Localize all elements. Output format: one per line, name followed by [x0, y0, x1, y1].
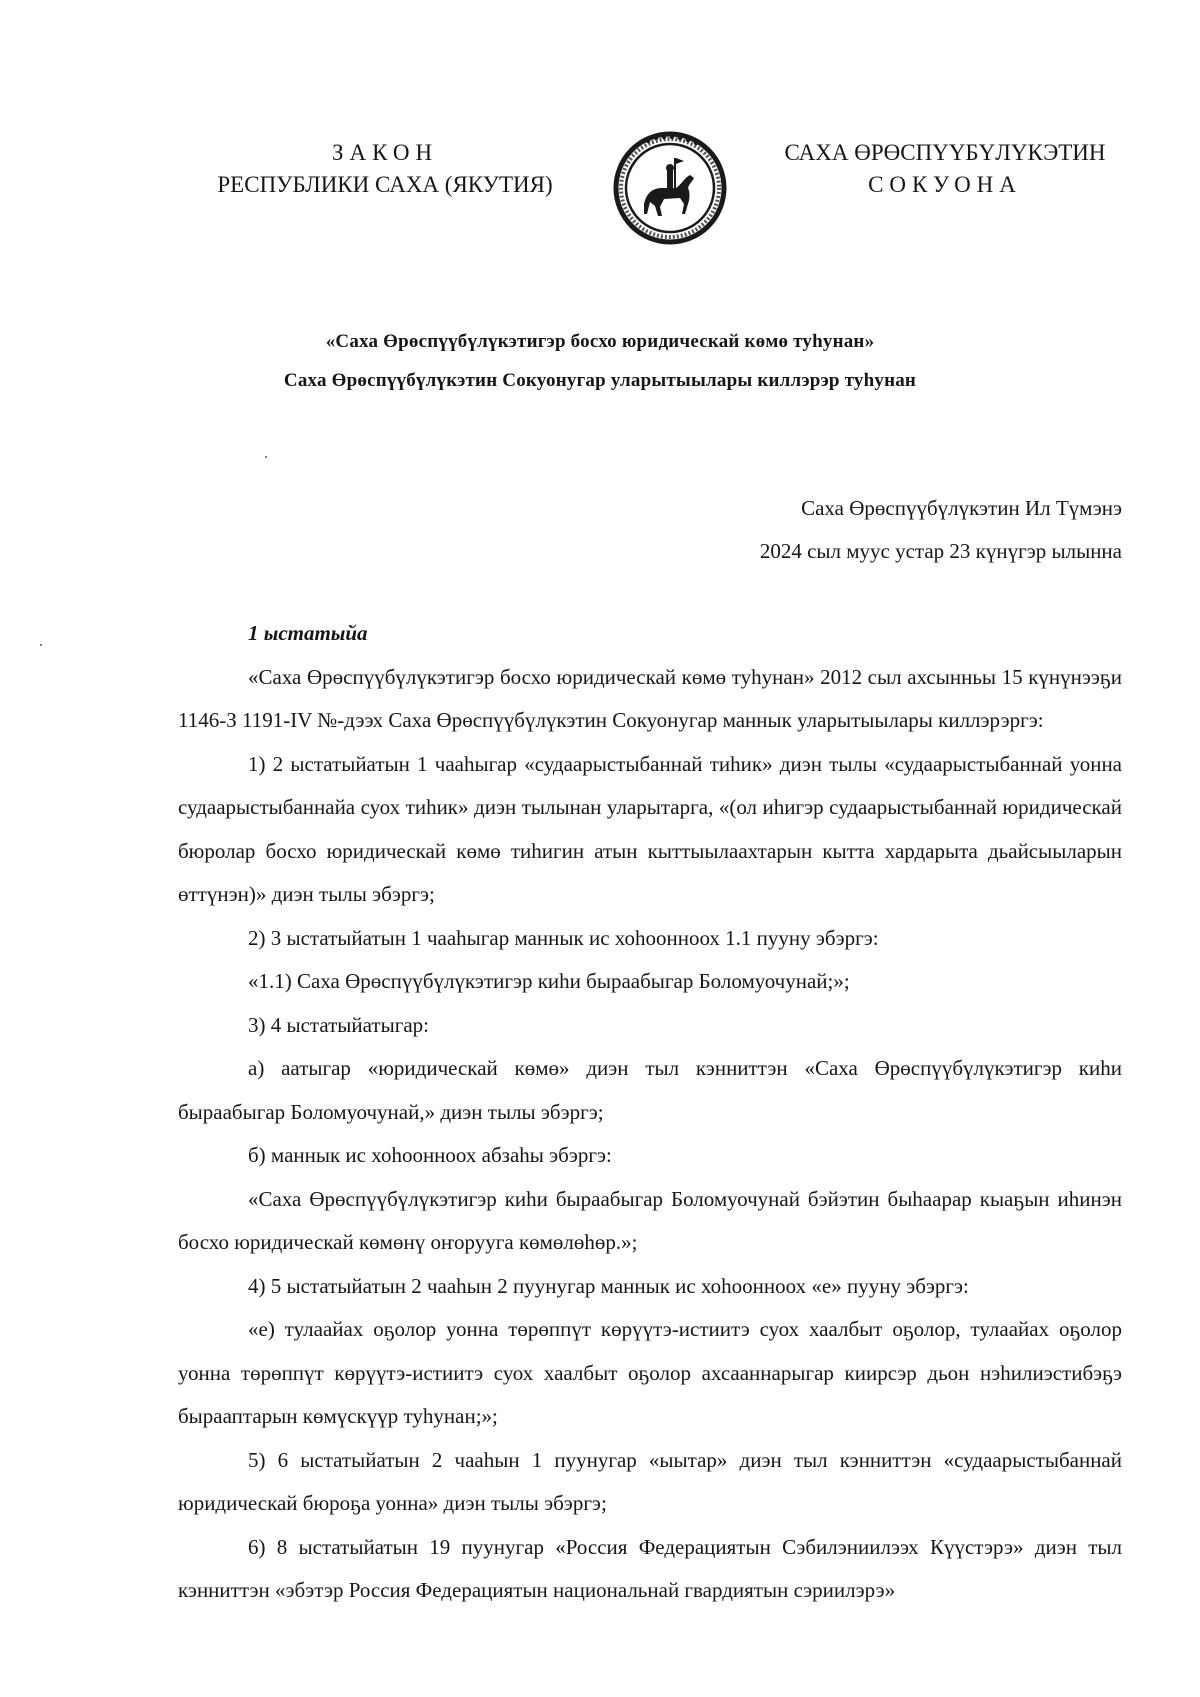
republic-name-sakha: САХА ӨРӨСПҮҮБҮЛҮКЭТИН	[784, 140, 1106, 165]
law-title	[120, 322, 1080, 400]
paragraph: «Саха Өрөспүүбүлүкэтигэр босхо юридическай көмө туһунан» 2012 сыл ахсынньы 15 күнүнээҕи 1146-З 1191-IV №-дээх Саха Өрөспүүбүлүкэтин Сокуонугар маннык уларытыылары киллэрэргэ:	[178, 664, 1122, 732]
paragraph: а) аатыгар «юридическай көмө» диэн тыл кэнниттэн «Саха Өрөспүүбүлүкэтигэр киһи быраабыгар Боломуочунай,» диэн тылы эбэргэ;	[178, 1056, 1122, 1124]
adoption-block	[760, 487, 1122, 573]
paragraph: 6) 8 ыстатыйатын 19 пуунугар «Россия Федерациятын Сэбилэниилээх Күүстэрэ» диэн тыл кэнниттэн «эбэтэр Россия Федерациятын национальнай гвардиятын сэриилэрэ»	[178, 1534, 1122, 1602]
coat-of-arms-emblem-icon	[610, 128, 730, 248]
article-heading: 1 ыстатыйа	[248, 621, 368, 645]
paragraph: 2) 3 ыстатыйатын 1 чааһыгар маннык ис хоһоонноох 1.1 пууну эбэргэ:	[248, 925, 879, 950]
paragraph: 3) 4 ыстатыйатыгар:	[248, 1012, 429, 1037]
title-line-2: Саха Өрөспүүбүлүкэтин Сокуонугар уларытыылары киллэрэр туһунан	[283, 370, 917, 391]
article-body	[178, 612, 1122, 1613]
paragraph: 1) 2 ыстатыйатын 1 чааһыгар «судаарыстыбаннай тиһик» диэн тылы «судаарыстыбаннай уонна судаарыстыбаннайа суох тиһик» диэн тылынан уларытарга, «(ол иһигэр судаарыстыбаннай юридическай бюролар босхо юридическай көмө тиһигин атын кыттыылаахтарын кытта хардарыта дьайсыыларын өттүнэн)» диэн тылы эбэргэ;	[178, 751, 1122, 906]
law-header-russian	[190, 137, 580, 201]
law-heading-sakha: СОКУОНА	[868, 172, 1022, 197]
adoption-date: 2024 сыл муус устар 23 күнүгэр ылынна	[759, 539, 1122, 563]
paragraph: «Саха Өрөспүүбүлүкэтигэр киһи быраабыгар Боломуочунай бэйэтин быһаарар кыаҕын иһинэн босхо юридическай көмөнү оҥорууга көмөлөһөр.»;	[178, 1186, 1122, 1254]
law-header-sakha	[775, 137, 1115, 201]
scan-speck	[40, 644, 42, 646]
law-heading: ЗАКОН	[331, 140, 439, 165]
paragraph: 4) 5 ыстатыйатын 2 чааһын 2 пуунугар маннык ис хоһоонноох «е» пууну эбэргэ:	[248, 1273, 969, 1298]
title-line-1: «Саха Өрөспүүбүлүкэтигэр босхо юридическай көмө туһунан»	[325, 331, 875, 352]
paragraph: б) маннык ис хоһоонноох абзаһы эбэргэ:	[248, 1143, 612, 1167]
republic-name: РЕСПУБЛИКИ САХА (ЯКУТИЯ)	[217, 172, 553, 197]
paragraph: «е) тулаайах оҕолор уонна төрөппүт көрүүтэ-истиитэ суох хаалбыт оҕолор, тулаайах оҕолор уонна төрөппүт көрүүтэ-истиитэ суох хаалбыт оҕолор ахсааннарыгар киирсэр дьон нэһилиэстибэҕэ бырааптарын көмүскүүр туһунан;»;	[178, 1317, 1122, 1428]
paragraph: «1.1) Саха Өрөспүүбүлүкэтигэр киһи быраабыгар Боломуочунай;»;	[248, 969, 850, 993]
scan-speck	[265, 456, 267, 458]
paragraph: 5) 6 ыстатыйатын 2 чааһын 1 пуунугар «ыытар» диэн тыл кэнниттэн «судаарыстыбаннай юридическай бюроҕа уонна» диэн тылы эбэргэ;	[178, 1447, 1122, 1515]
adopting-body: Саха Өрөспүүбүлүкэтин Ил Түмэнэ	[801, 496, 1122, 520]
